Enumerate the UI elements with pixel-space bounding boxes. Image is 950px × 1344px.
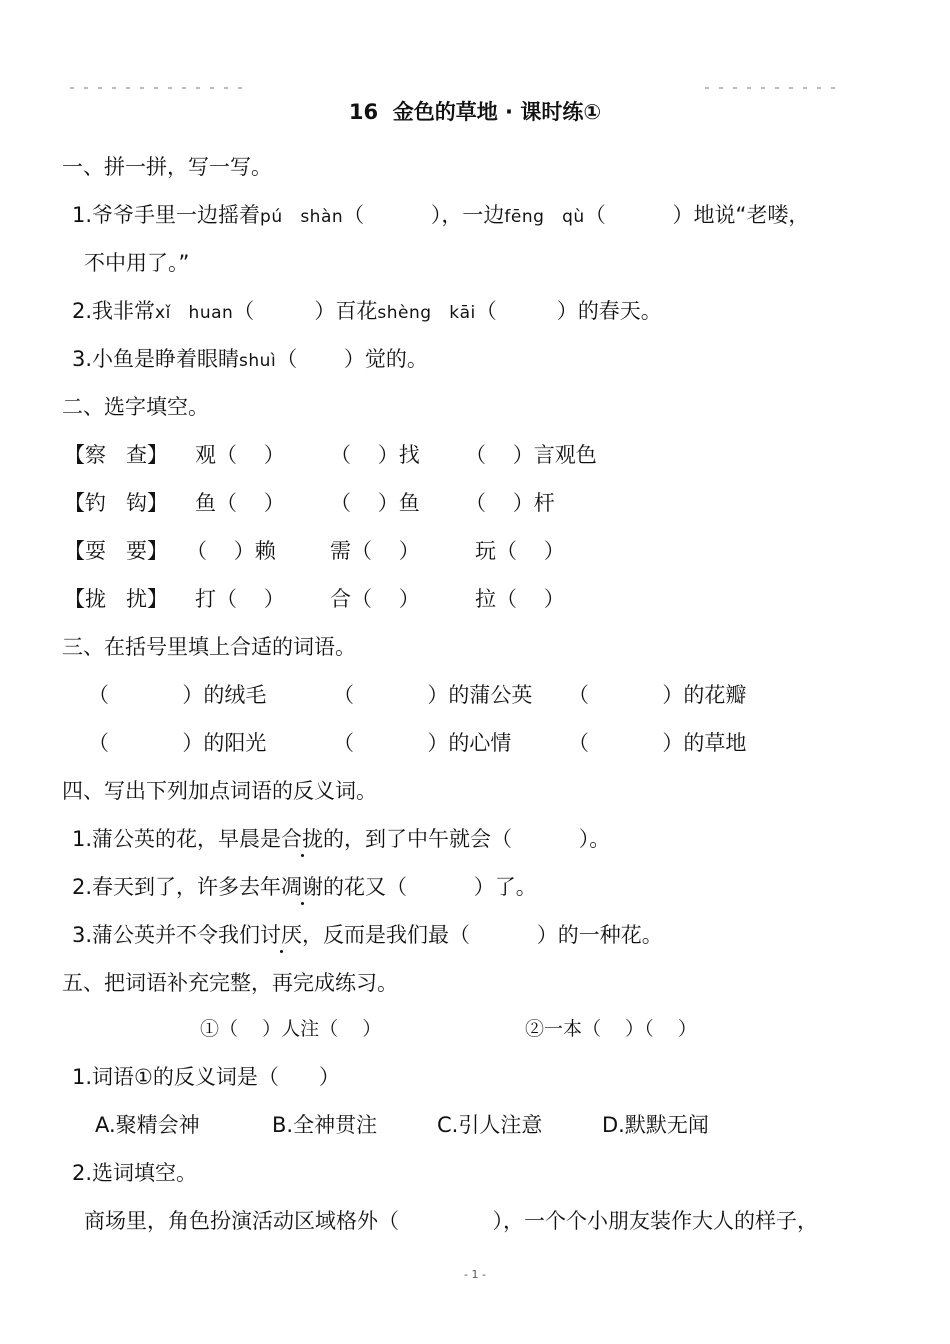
s1-q3-post: 觉的。 [364,347,428,371]
section2-heading: 二、选字填空。 [62,395,209,419]
fill-blank[interactable]: （ ）言观色 [465,443,597,467]
s1-q3-text: 3.小鱼是睁着眼睛 [72,347,240,371]
answer-blank[interactable]: （ ） [276,347,365,371]
header-rule-marks-right [705,74,845,80]
option-c[interactable]: C.引人注意 [437,1113,543,1137]
s1-q1-text: 1.爷爷手里一边摇着 [72,203,261,227]
option-d[interactable]: D.默默无闻 [602,1113,709,1137]
fill-blank[interactable]: 合（ ） [330,587,420,611]
s1-q2-post: 的春天。 [577,299,662,323]
answer-blank[interactable]: （ ） [584,203,694,227]
s1-question-1 [72,200,809,232]
dotted-word: 合拢 [281,824,323,854]
s4-q2-text: 2.春天到了，许多去年 [72,875,282,899]
s1-q2-text: 2.我非常 [72,299,156,323]
fill-blank[interactable]: （ ）的绒毛 [88,683,267,707]
s1-q1-post: 地说“老喽， [693,203,810,227]
dotted-word: 凋谢 [281,872,323,902]
s1-question-1-continued: 不中用了。” [84,251,190,275]
fill-blank[interactable]: （ ）的花瓣 [568,683,747,707]
fill-blank[interactable]: （ ）的心情 [333,731,512,755]
answer-blank[interactable]: （ ） [475,299,578,323]
section1-heading: 一、拼一拼，写一写。 [62,155,272,179]
answer-blank[interactable]: （ ） [233,299,336,323]
pinyin-shui: shuì [239,351,277,371]
fill-blank[interactable]: 观（ ） [195,443,285,467]
fill-blank[interactable]: （ ）的阳光 [88,731,267,755]
page-number: - 1 - [464,1268,486,1281]
s5-question-2: 2.选词填空。 [72,1161,198,1185]
fill-blank[interactable]: （ ）的蒲公英 [333,683,533,707]
section3-heading: 三、在括号里填上合适的词语。 [62,635,356,659]
fill-blank[interactable]: 拉（ ） [475,587,565,611]
s4-q1-post[interactable]: 的，到了中午就会（ ）。 [323,827,611,851]
fill-blank[interactable]: （ ）的草地 [568,731,747,755]
s5-question-2-text[interactable]: 商场里，角色扮演活动区域格外（ ），一个个小朋友装作大人的样子， [84,1209,818,1233]
pinyin-sheng-kai: shèng kāi [377,303,476,323]
char-pair: 【拢 扰】 [64,587,169,611]
s1-q1-mid: ，一边 [441,203,505,227]
dotted-word: 讨厌 [260,920,302,950]
pinyin-pu-shan: pú shàn [260,207,344,227]
fill-blank[interactable]: （ ）杆 [465,491,555,515]
s4-question-1 [72,824,610,854]
s4-q3-text: 3.蒲公英并不令我们 [72,923,261,947]
s4-question-2 [72,872,537,902]
header-rule-marks [70,74,252,80]
idiom-2[interactable]: ②一本（ ）（ ） [525,1018,697,1040]
char-pair: 【察 查】 [64,443,169,467]
option-a[interactable]: A.聚精会神 [95,1113,200,1137]
s1-q2-mid: 百花 [335,299,378,323]
fill-blank[interactable]: 鱼（ ） [195,491,285,515]
s5-question-1[interactable]: 1.词语①的反义词是（ ） [72,1065,340,1089]
pinyin-feng-qu: fēng qù [504,207,585,227]
fill-blank[interactable]: 玩（ ） [475,539,565,563]
pinyin-xi-huan: xǐ huan [155,303,234,323]
section4-heading: 四、写出下列加点词语的反义词。 [62,779,377,803]
fill-blank[interactable]: 打（ ） [195,587,285,611]
s1-question-3 [72,344,428,376]
fill-blank[interactable]: （ ）赖 [186,539,276,563]
s4-q1-text: 1.蒲公英的花，早晨是 [72,827,282,851]
fill-blank[interactable]: （ ）找 [330,443,420,467]
s4-q2-post[interactable]: 的花又（ ）了。 [323,875,537,899]
idiom-1[interactable]: ①（ ）人注（ ） [200,1018,382,1040]
fill-blank[interactable]: 需（ ） [330,539,420,563]
answer-blank[interactable]: （ ） [343,203,442,227]
s4-question-3 [72,920,663,950]
char-pair: 【钓 钩】 [64,491,169,515]
s4-q3-post[interactable]: ，反而是我们最（ ）的一种花。 [302,923,663,947]
page-title: 16 金色的草地 · 课时练① [348,100,602,124]
option-b[interactable]: B.全神贯注 [272,1113,378,1137]
char-pair: 【耍 要】 [64,539,169,563]
section5-heading: 五、把词语补充完整，再完成练习。 [62,971,398,995]
fill-blank[interactable]: （ ）鱼 [330,491,420,515]
s1-question-2 [72,296,662,328]
